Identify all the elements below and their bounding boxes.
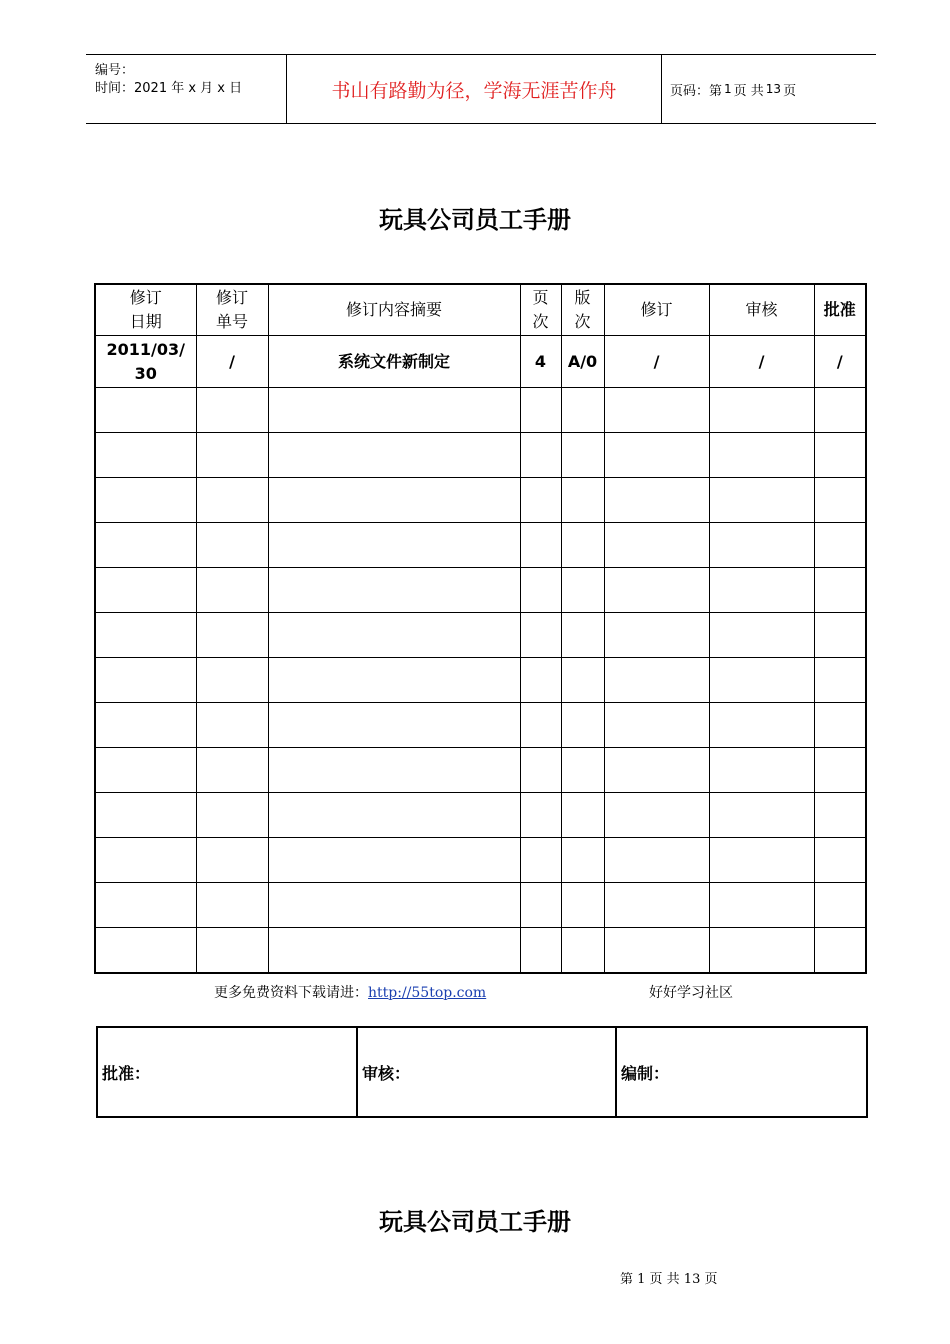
table-row-empty	[95, 838, 866, 883]
table-header-row	[95, 284, 866, 336]
col-header-approve: 批准	[814, 284, 866, 336]
col-header-order-no: 修订 单号	[196, 284, 268, 336]
document-title: 玩具公司员工手册	[379, 205, 571, 234]
table-row-empty	[95, 478, 866, 523]
approval-box	[96, 1026, 868, 1118]
header-meta	[86, 55, 286, 123]
header-page-number	[661, 55, 885, 123]
cell-approve: /	[814, 336, 866, 388]
col-header-version: 版 次	[561, 284, 604, 336]
page-current: 1	[724, 82, 732, 96]
page-total: 13	[765, 82, 782, 96]
doc-time-label: 时间：2021 年 x 月 x 日	[95, 81, 243, 96]
col-header-page: 页 次	[520, 284, 561, 336]
table-row-empty	[95, 703, 866, 748]
page-mid: 页 共	[733, 83, 764, 99]
revision-table	[94, 283, 867, 974]
table-row	[95, 336, 866, 388]
compile-field: 编制：	[621, 1063, 670, 1083]
approve-field: 批准：	[98, 1028, 358, 1116]
download-link[interactable]: http://55top.com	[368, 985, 487, 1001]
cell-version: A/0	[561, 336, 604, 388]
table-row-empty	[95, 928, 866, 974]
col-header-summary: 修订内容摘要	[268, 284, 520, 336]
download-note-text: 更多免费资料下载请进：	[214, 985, 368, 1001]
col-header-date: 修订 日期	[95, 284, 196, 336]
review-field: 审核：	[358, 1028, 617, 1116]
table-row-empty	[95, 388, 866, 433]
table-row-empty	[95, 613, 866, 658]
document-title-repeat: 玩具公司员工手册	[379, 1207, 571, 1236]
cell-page: 4	[520, 336, 561, 388]
page-header	[86, 54, 876, 124]
page-suffix: 页	[783, 83, 797, 99]
download-note	[214, 982, 486, 1002]
cell-revise: /	[604, 336, 709, 388]
cell-review: /	[709, 336, 814, 388]
table-row-empty	[95, 793, 866, 838]
table-row-empty	[95, 883, 866, 928]
cell-date: 2011/03/ 30	[95, 336, 196, 388]
doc-code-label: 编号：	[95, 63, 135, 78]
table-row-empty	[95, 433, 866, 478]
page-footer: 第 1 页 共 13 页	[620, 1272, 718, 1287]
col-header-revise: 修订	[604, 284, 709, 336]
cell-summary: 系统文件新制定	[268, 336, 520, 388]
table-row-empty	[95, 748, 866, 793]
community-label: 好好学习社区	[649, 985, 733, 1001]
page-prefix: 页码：第	[670, 83, 723, 99]
table-row-empty	[95, 658, 866, 703]
header-motto: 书山有路勤为径，学海无涯苦作舟	[286, 55, 662, 123]
cell-order-no: /	[196, 336, 268, 388]
col-header-review: 审核	[709, 284, 814, 336]
table-row-empty	[95, 523, 866, 568]
table-row-empty	[95, 568, 866, 613]
